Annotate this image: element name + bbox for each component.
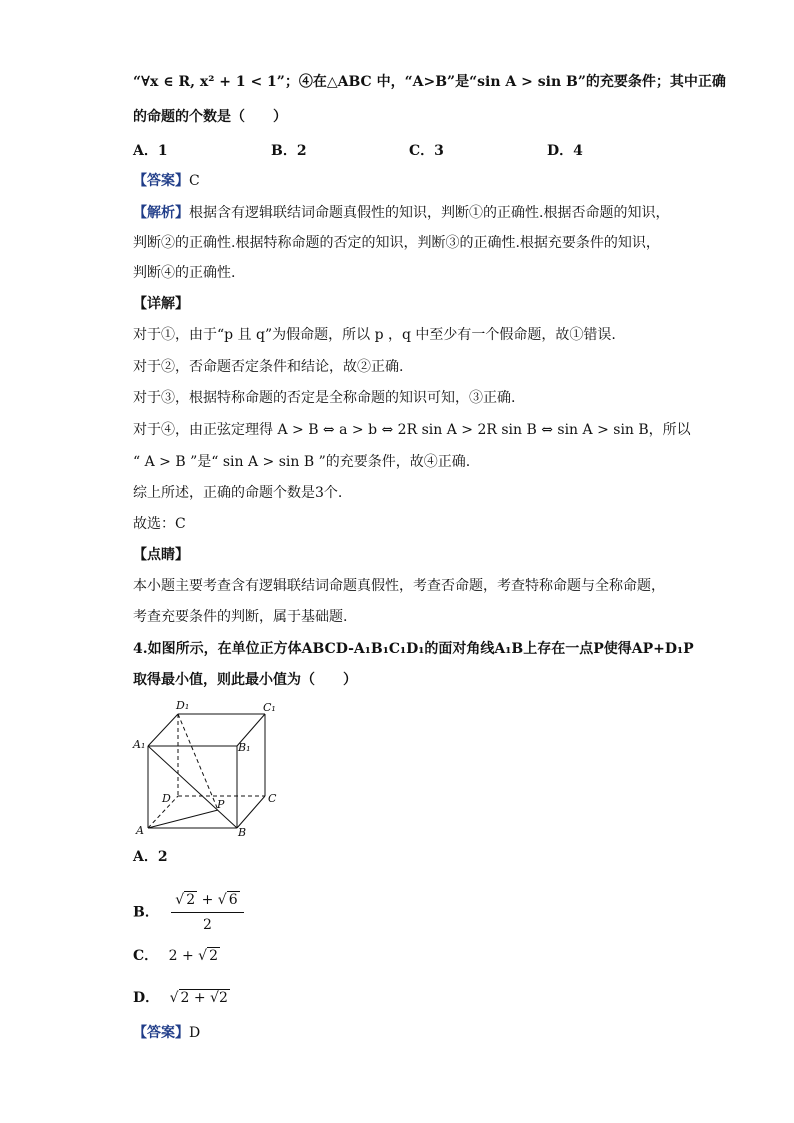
label-c1: C₁ (263, 701, 276, 714)
choice-c: C．3 (409, 143, 444, 159)
detail-line: 对于②，否命题否定条件和结论，故②正确. (133, 359, 404, 375)
detail-tag: 【详解】 (133, 296, 189, 312)
choice-a: A．1 (133, 143, 168, 159)
question-4-text: 取得最小值，则此最小值为（ ） (133, 672, 357, 688)
label-b1: B₁ (238, 741, 251, 754)
analysis-line: 判断②的正确性.根据特称命题的否定的知识，判断③的正确性.根据充要条件的知识， (133, 235, 660, 251)
comment-line: 本小题主要考查含有逻辑联结词命题真假性，考查否命题，考查特称命题与全称命题， (133, 578, 665, 594)
answer-value: C (189, 173, 200, 189)
label-b: B (238, 826, 247, 838)
detail-line: 对于④，由正弦定理得 A > B ⇔ a > b ⇔ 2R sin A > 2R sin B ⇔ sin A > sin B，所以 (133, 422, 691, 438)
detail-line: 故选：C (133, 516, 186, 532)
analysis-tag: 【解析】 (133, 205, 189, 221)
answer-tag: 【答案】 (133, 173, 189, 189)
comment-tag: 【点睛】 (133, 547, 189, 563)
choice-c: C． 2 + √ 2 (133, 948, 218, 964)
answer-line (133, 171, 674, 191)
segment-a-p (148, 810, 218, 828)
diagonal-a1-b (148, 746, 237, 828)
hidden-segment-d1-p (178, 714, 218, 810)
detail-line: 对于①，由于“p 且 q”为假命题，所以 p ，q 中至少有一个假命题，故①错误. (133, 327, 616, 343)
comment-line: 考查充要条件的判断，属于基础题. (133, 609, 348, 625)
analysis-line (133, 203, 674, 223)
choice-b: B． $\frac{√ 2 + √ 6}{2}$ (133, 890, 674, 930)
choice-d: D．4 (547, 143, 583, 159)
question-4-text: 4.如图所示，在单位正方体ABCD-A₁B₁C₁D₁的面对角线A₁B上存在一点P使得AP+D₁P (133, 641, 694, 657)
analysis-line: 判断④的正确性. (133, 265, 236, 281)
answer-value: D (189, 1025, 201, 1041)
detail-line: “ A > B ”是“ sin A > sin B ”的充要条件，故④正确. (133, 454, 471, 470)
fraction: $\frac{√ 2 + √ 6}{2}$ (171, 890, 243, 935)
label-d1: D₁ (176, 699, 190, 712)
choice-a: A．2 (133, 849, 168, 865)
answer-line (133, 1023, 674, 1043)
label-p: P (217, 798, 225, 811)
choice-b: B．2 (271, 143, 307, 159)
label-c: C (268, 792, 277, 805)
label-a1: A₁ (133, 738, 146, 751)
label-d: D (162, 792, 171, 805)
detail-line: 综上所述，正确的命题个数是3个. (133, 485, 343, 501)
answer-tag: 【答案】 (133, 1025, 189, 1041)
choice-d: D． √ 2 + √2 (133, 990, 228, 1006)
label-a: A (136, 824, 144, 837)
edge-a1-d1 (148, 714, 178, 746)
question-text-line: “∀x ∈ R, x² + 1 < 1”；④在△ABC 中，“A>B”是“sin A > sin B”的充要条件；其中正确 (133, 74, 726, 90)
analysis-text: 根据含有逻辑联结词命题真假性的知识，判断①的正确性.根据否命题的知识， (189, 205, 670, 221)
edge-b-c (237, 796, 265, 828)
cube-figure (130, 698, 280, 838)
detail-line: 对于③，根据特称命题的否定是全称命题的知识可知，③正确. (133, 390, 516, 406)
choice-row (133, 140, 673, 160)
question-text-line: 的命题的个数是（ ） (133, 109, 287, 125)
